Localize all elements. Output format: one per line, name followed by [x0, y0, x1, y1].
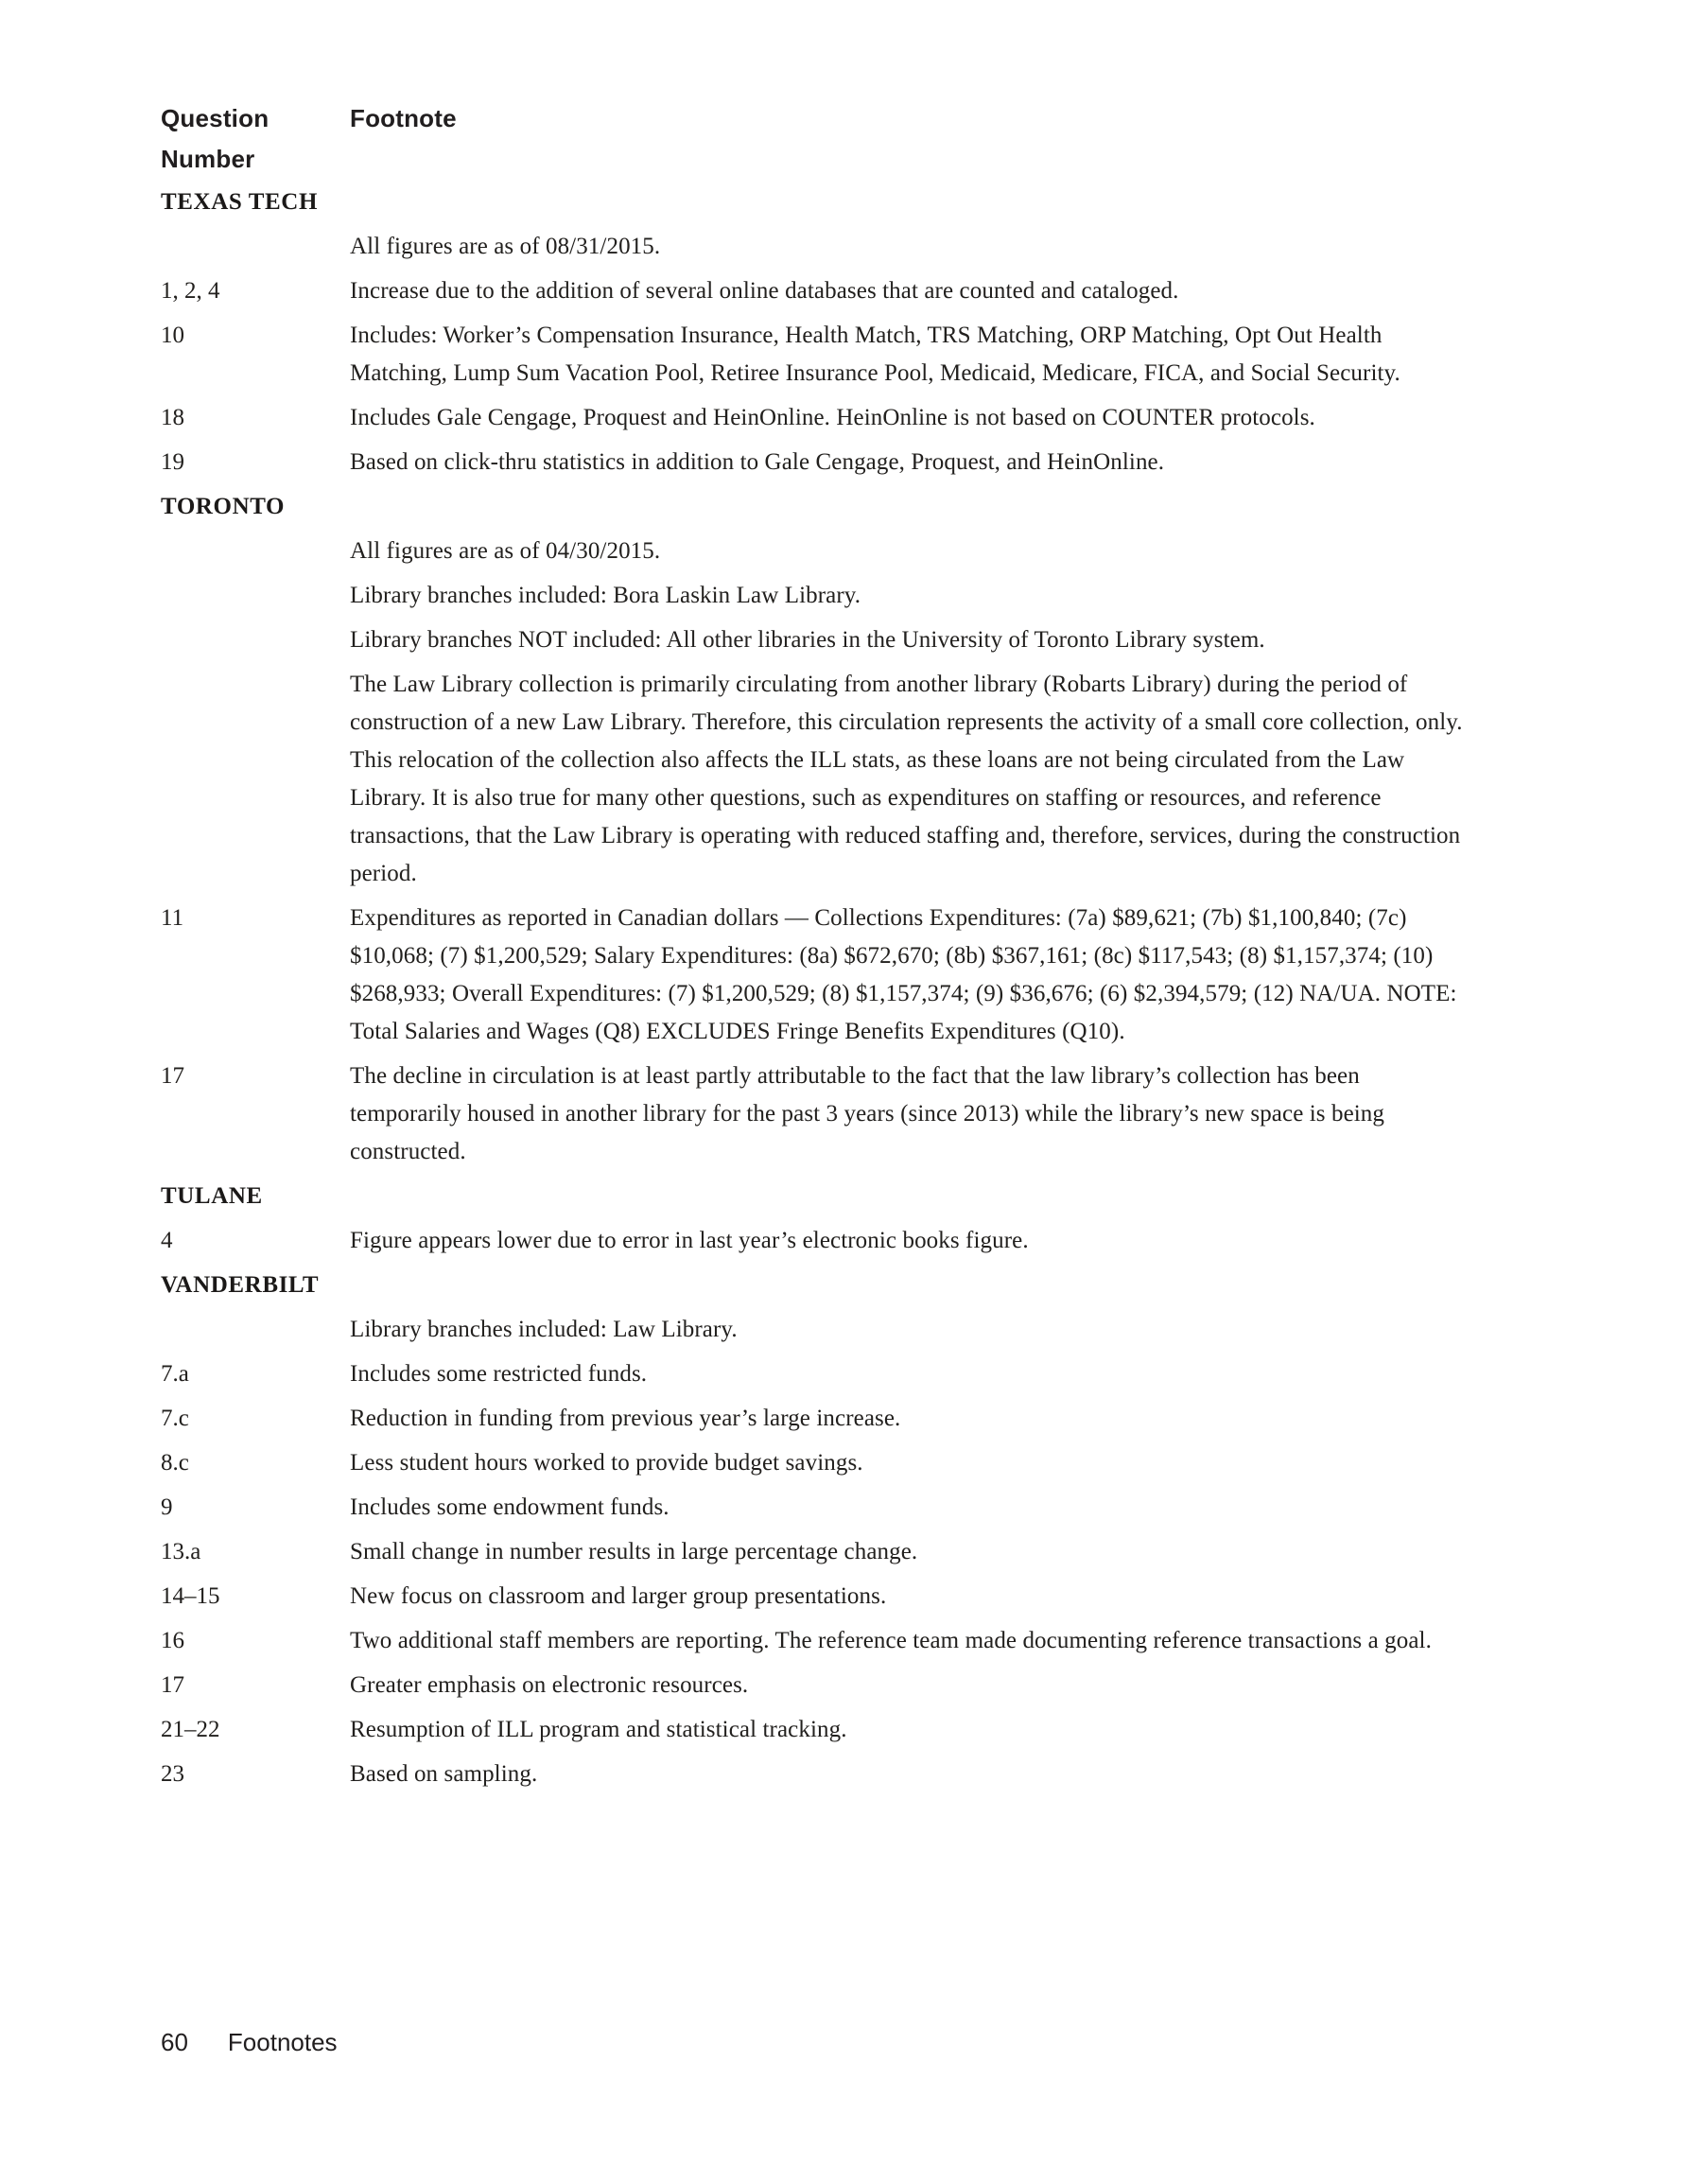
- footnote-text-cell: Increase due to the addition of several online databases that are counted and cataloged.: [350, 278, 1179, 304]
- question-number-cell: 19: [161, 449, 184, 475]
- footnote-row: [161, 666, 1475, 893]
- question-number-cell: [161, 621, 350, 659]
- footnote-row: [161, 900, 1475, 1051]
- footnote-row: [161, 1311, 1475, 1349]
- footnote-text-cell: Includes: Worker’s Compensation Insurance, Health Match, TRS Matching, ORP Matching, Opt Out Health Matching, Lump Sum Vacation Pool, Retiree Insurance Pool, Medicaid, Medicare, FICA, and Social Security.: [350, 323, 1400, 386]
- footnote-row: [161, 1489, 1475, 1527]
- question-number-cell: 1, 2, 4: [161, 278, 220, 304]
- question-number-cell: 23: [161, 1761, 184, 1787]
- table-header: [161, 98, 1475, 180]
- question-number-cell: [161, 228, 350, 266]
- footnote-row: [161, 228, 1475, 266]
- footnote-text-cell: New focus on classroom and larger group presentations.: [350, 1583, 887, 1609]
- footnote-row: [161, 1222, 1475, 1260]
- footnote-text-cell: Figure appears lower due to error in last year’s electronic books figure.: [350, 1228, 1029, 1253]
- footnote-text-cell: All figures are as of 04/30/2015.: [350, 538, 661, 564]
- footnote-text-cell: Less student hours worked to provide budget savings.: [350, 1450, 863, 1476]
- footnote-text-cell: Includes some restricted funds.: [350, 1361, 648, 1387]
- footnote-column-header: Footnote: [350, 104, 457, 132]
- question-number-cell: 10: [161, 323, 184, 348]
- footnote-row: [161, 1578, 1475, 1616]
- footnote-text-cell: Library branches included: Law Library.: [350, 1317, 738, 1342]
- footnote-text-cell: Reduction in funding from previous year’s large increase.: [350, 1406, 901, 1431]
- page-number: 60: [161, 2028, 188, 2056]
- footnote-row: [161, 1711, 1475, 1749]
- section-title: VANDERBILT: [161, 1272, 320, 1298]
- footnote-text-cell: The Law Library collection is primarily circulating from another library (Robarts Library) during the period of construction of a new Law Library. Therefore, this circulation represents the activity of a small core collection, only. This relocation of the collection also affects the ILL stats, as these loans are not being circulated from the Law Library. It is also true for many other questions, such as expenditures on staffing or resources, and reference transactions, that the Law Library is operating with reduced staffing and, therefore, services, during the construction period.: [350, 672, 1463, 886]
- footnote-text-cell: Library branches included: Bora Laskin Law Library.: [350, 583, 861, 608]
- footnote-text-cell: All figures are as of 08/31/2015.: [350, 234, 661, 259]
- footnote-text-cell: Small change in number results in large percentage change.: [350, 1539, 918, 1564]
- footnote-text-cell: Two additional staff members are reporting. The reference team made documenting reference transactions a goal.: [350, 1628, 1432, 1653]
- footnote-text-cell: Expenditures as reported in Canadian dollars — Collections Expenditures: (7a) $89,621; (7b) $1,100,840; (7c) $10,068; (7) $1,200,529; Salary Expenditures: (8a) $672,670; (8b) $367,161; (8c) $117,543; (8) $1,157,374; (10) $268,933; Overall Expenditures: (7) $1,200,529; (8) $1,157,374; (9) $36,676; (6) $2,394,579; (12) NA/UA. NOTE: Total Salaries and Wages (Q8) EXCLUDES Fringe Benefits Expenditures (Q10).: [350, 905, 1457, 1044]
- footnote-row: [161, 1444, 1475, 1482]
- footnote-text-cell: Based on sampling.: [350, 1761, 538, 1787]
- section-title: TULANE: [161, 1183, 263, 1209]
- question-number-cell: 4: [161, 1228, 173, 1253]
- footnote-row: [161, 577, 1475, 615]
- question-number-cell: 13.a: [161, 1539, 201, 1564]
- footnote-text-cell: Resumption of ILL program and statistical tracking.: [350, 1717, 847, 1742]
- footnote-row: [161, 1057, 1475, 1171]
- question-number-cell: [161, 533, 350, 570]
- footnote-row: [161, 1533, 1475, 1571]
- footnote-text-cell: Library branches NOT included: All other libraries in the University of Toronto Library system.: [350, 627, 1265, 653]
- page-footer: [161, 2027, 338, 2057]
- footnote-text-cell: Includes Gale Cengage, Proquest and HeinOnline. HeinOnline is not based on COUNTER protocols.: [350, 405, 1315, 430]
- question-number-cell: 16: [161, 1628, 184, 1653]
- footnote-text-cell: The decline in circulation is at least partly attributable to the fact that the law library’s collection has been temporarily housed in another library for the past 3 years (since 2013) while the library’s new space is being constructed.: [350, 1063, 1385, 1164]
- question-number-cell: 7.c: [161, 1406, 189, 1431]
- footnote-row: [161, 1756, 1475, 1793]
- footnote-row: [161, 444, 1475, 481]
- question-number-cell: 11: [161, 905, 184, 931]
- footnote-row: [161, 1355, 1475, 1393]
- question-number-cell: 17: [161, 1063, 184, 1089]
- footnotes-table: [161, 98, 1475, 1800]
- section-title: TEXAS TECH: [161, 189, 319, 215]
- footnote-text-cell: Includes some endowment funds.: [350, 1494, 670, 1520]
- footnote-text-cell: Based on click-thru statistics in addition to Gale Cengage, Proquest, and HeinOnline.: [350, 449, 1165, 475]
- question-number-cell: 9: [161, 1494, 173, 1520]
- footnote-row: [161, 1622, 1475, 1660]
- question-number-cell: 17: [161, 1672, 184, 1698]
- footnote-row: [161, 317, 1475, 393]
- question-number-cell: 14–15: [161, 1583, 220, 1609]
- footnote-row: [161, 272, 1475, 310]
- section-title: TORONTO: [161, 494, 286, 519]
- question-number-cell: 18: [161, 405, 184, 430]
- footnote-row: [161, 533, 1475, 570]
- question-number-cell: 8.c: [161, 1450, 189, 1476]
- question-number-header-line2: Number: [161, 145, 255, 173]
- question-number-cell: [161, 666, 350, 893]
- sections-container: [161, 183, 1475, 1793]
- question-number-column-header: [161, 98, 350, 180]
- question-number-cell: [161, 1311, 350, 1349]
- footnote-row: [161, 399, 1475, 437]
- footnote-row: [161, 621, 1475, 659]
- question-number-cell: [161, 577, 350, 615]
- footnote-text-cell: Greater emphasis on electronic resources.: [350, 1672, 749, 1698]
- footnote-row: [161, 1667, 1475, 1704]
- question-number-cell: 21–22: [161, 1717, 220, 1742]
- footer-section-label: Footnotes: [227, 2028, 338, 2056]
- question-number-cell: 7.a: [161, 1361, 189, 1387]
- footnote-row: [161, 1400, 1475, 1438]
- question-number-header-line1: Question: [161, 104, 270, 132]
